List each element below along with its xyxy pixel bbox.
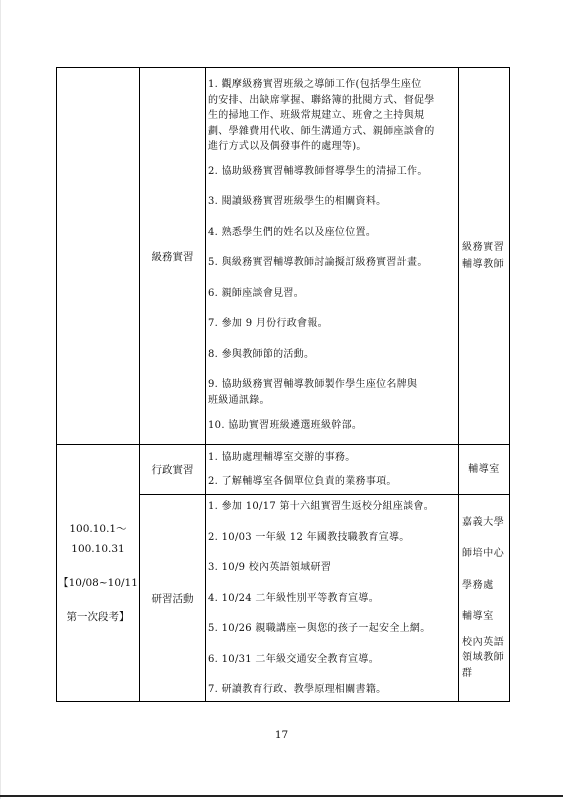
- list-item: [206, 77, 458, 155]
- org-line: 嘉義大學: [462, 516, 505, 528]
- category-label: 研習活動: [151, 592, 194, 605]
- org-line: 學務處: [462, 579, 494, 591]
- item-line: 劃、學雜費用代收、師生溝通方式、親師座談會的: [208, 125, 435, 137]
- item-line: 9. 協助級務實習輔導教師製作學生座位名牌與: [208, 379, 418, 391]
- list-item: [206, 621, 458, 637]
- item-line: 3. 閱讀級務實習班級學生的相關資料。: [208, 196, 387, 208]
- content-cell: [206, 495, 459, 702]
- table-row-class-affairs: [57, 68, 510, 445]
- item-line: 5. 10/26 親職講座ー與您的孩子一起安全上網。: [208, 623, 431, 635]
- item-line: 4. 熟悉學生們的姓名以及座位位置。: [208, 226, 377, 238]
- list-item: [206, 560, 458, 576]
- list-item: [206, 286, 458, 302]
- item-line: 8. 參與教師節的活動。: [208, 348, 315, 360]
- category-cell: [140, 445, 206, 495]
- list-item: [206, 255, 458, 271]
- list-item: [206, 377, 458, 408]
- period-cell-empty: [57, 68, 140, 445]
- org-cell: [459, 445, 510, 495]
- item-line: 10. 協助實習班級遴選班級幹部。: [208, 420, 363, 432]
- list-item: [206, 194, 458, 210]
- item-line: 班級通訊錄。: [208, 394, 270, 406]
- list-item: [206, 316, 458, 332]
- org-cell: [459, 495, 510, 702]
- period-line: 100.10.1～: [69, 523, 127, 535]
- list-item: [206, 418, 458, 434]
- period-line: 【10/08~10/11: [58, 577, 138, 589]
- item-line: 7. 研讀教育行政、教學原理相關書籍。: [208, 684, 387, 696]
- list-item: [206, 652, 458, 668]
- item-line: 2. 了解輔導室各個單位負責的業務事項。: [208, 476, 397, 487]
- org-line: 領域教師: [462, 652, 505, 664]
- item-line: 2. 協助級務實習輔導教師督導學生的清掃工作。: [208, 165, 428, 177]
- item-line: 7. 參加 9 月份行政會報。: [208, 318, 328, 330]
- table-row-admin: [57, 445, 510, 495]
- item-line: 6. 10/31 二年級交通安全教育宣導。: [208, 653, 380, 665]
- list-item: [206, 591, 458, 607]
- item-line: 6. 親師座談會見習。: [208, 287, 305, 299]
- list-item: [206, 530, 458, 546]
- page-number: 17: [274, 729, 289, 741]
- item-line: 生的掃地工作、班級常規建立、班會之主持與規: [208, 110, 425, 122]
- org-line: 輔導教師: [462, 259, 505, 270]
- item-line: 進行方式以及偶發事件的處理等)。: [208, 141, 367, 153]
- org-line: 輔導室: [462, 611, 494, 623]
- content-cell: [206, 445, 459, 495]
- item-line: 的安排、出缺席掌握、聯絡簿的批閱方式、督促學: [208, 94, 435, 106]
- list-item: [206, 225, 458, 241]
- item-line: 2. 10/03 一年級 12 年國教技職教育宣導。: [208, 531, 410, 543]
- period-line: 第一次段考】: [66, 611, 130, 623]
- list-item: [206, 164, 458, 180]
- org-cell: [459, 68, 510, 445]
- item-line: 1. 觀摩級務實習班級之導師工作(包括學生座位: [208, 79, 422, 91]
- list-item: [206, 682, 458, 698]
- page-edge: [0, 0, 1, 799]
- item-line: 5. 與級務實習輔導教師討論擬訂級務實習計畫。: [208, 257, 428, 269]
- item-line: 1. 參加 10/17 第十六組實習生返校分組座談會。: [208, 501, 434, 513]
- category-cell: [140, 495, 206, 702]
- list-item: [206, 474, 458, 490]
- internship-schedule-table: [56, 67, 510, 702]
- org-line: 輔導室: [468, 463, 500, 475]
- list-item: [206, 499, 458, 515]
- category-label: 級務實習: [151, 250, 194, 263]
- item-line: 3. 10/9 校內英語領域研習: [208, 562, 332, 574]
- org-line: 校內英語: [462, 636, 505, 648]
- bottom-rule: [0, 795, 563, 797]
- org-line: 級務實習: [462, 241, 505, 253]
- category-cell: [140, 68, 206, 445]
- item-line: 1. 協助處理輔導室交辦的事務。: [208, 451, 356, 463]
- list-item: [206, 347, 458, 363]
- item-line: 4. 10/24 二年級性別平等教育宣導。: [208, 592, 380, 604]
- period-line: 100.10.31: [71, 543, 125, 555]
- category-label: 行政實習: [151, 464, 194, 476]
- period-cell: [57, 445, 140, 702]
- org-line: 師培中心: [462, 548, 505, 560]
- content-cell: [206, 68, 459, 445]
- list-item: [206, 450, 458, 466]
- org-line: 群: [462, 667, 473, 679]
